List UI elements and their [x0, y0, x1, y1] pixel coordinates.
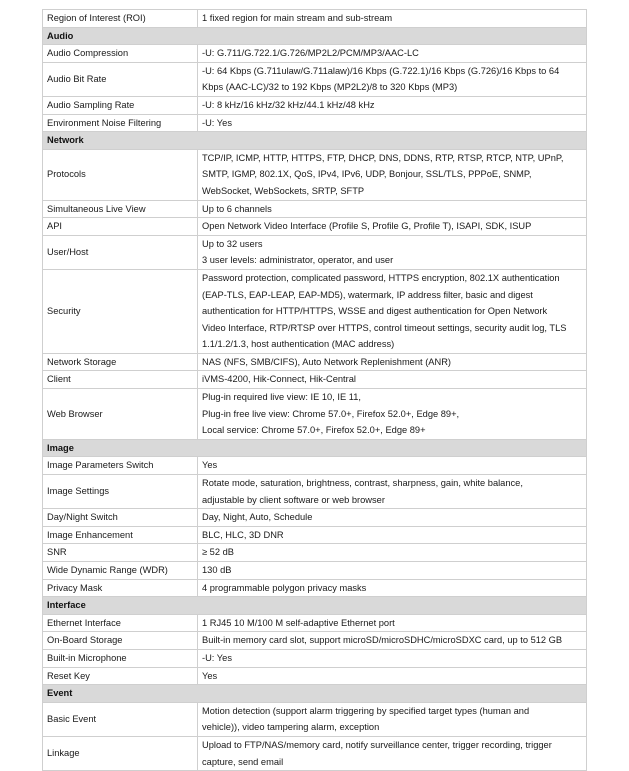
spec-value-line: Up to 32 users: [202, 238, 263, 249]
spec-value: [198, 10, 587, 28]
spec-row: [43, 200, 587, 218]
spec-value: [198, 200, 587, 218]
spec-value-line: authentication for HTTP/HTTPS, WSSE and digest authentication for Open Network: [202, 306, 548, 317]
spec-value: [198, 218, 587, 236]
spec-label: Simultaneous Live View: [43, 200, 198, 218]
spec-label: Client: [43, 371, 198, 389]
spec-value: [198, 736, 587, 770]
spec-row: [43, 579, 587, 597]
spec-row: [43, 235, 587, 269]
spec-label: Web Browser: [43, 389, 198, 440]
spec-label: Day/Night Switch: [43, 509, 198, 527]
spec-label: Reset Key: [43, 667, 198, 685]
spec-value-line: Password protection, complicated password, HTTPS encryption, 802.1X authentication: [202, 272, 560, 283]
spec-value-line: TCP/IP, ICMP, HTTP, HTTPS, FTP, DHCP, DNS, DDNS, RTP, RTSP, RTCP, NTP, UPnP,: [202, 152, 564, 163]
spec-value-line: SMTP, IGMP, 802.1X, QoS, IPv4, IPv6, UDP, Bonjour, SSL/TLS, PPPoE, SNMP,: [202, 169, 532, 180]
spec-label: On-Board Storage: [43, 632, 198, 650]
spec-value-line: Plug-in required live view: IE 10, IE 11,: [202, 392, 361, 403]
spec-table: [42, 9, 587, 771]
spec-label: User/Host: [43, 235, 198, 269]
spec-label: Built-in Microphone: [43, 649, 198, 667]
spec-value-line: Local service: Chrome 57.0+, Firefox 52.0+, Edge 89+: [202, 425, 426, 436]
section-header-row: [43, 685, 587, 703]
spec-value-line: capture, send email: [202, 756, 284, 767]
spec-row: [43, 649, 587, 667]
spec-value-line: iVMS-4200, Hik-Connect, Hik-Central: [202, 374, 356, 385]
spec-value-line: Day, Night, Auto, Schedule: [202, 512, 313, 523]
spec-value-line: (EAP-TLS, EAP-LEAP, EAP-MD5), watermark, IP address filter, basic and digest: [202, 289, 533, 300]
spec-row: [43, 371, 587, 389]
spec-row: [43, 218, 587, 236]
section-title: Interface: [43, 597, 587, 615]
spec-value-line: BLC, HLC, 3D DNR: [202, 529, 284, 540]
spec-label: Audio Sampling Rate: [43, 96, 198, 114]
spec-row: [43, 526, 587, 544]
spec-label: API: [43, 218, 198, 236]
spec-value: [198, 457, 587, 475]
spec-row: [43, 544, 587, 562]
spec-value-line: WebSocket, WebSockets, SRTP, SFTP: [202, 185, 365, 196]
spec-value-line: -U: Yes: [202, 652, 232, 663]
spec-row: [43, 562, 587, 580]
spec-label: Audio Compression: [43, 45, 198, 63]
spec-value-line: NAS (NFS, SMB/CIFS), Auto Network Replenishment (ANR): [202, 356, 452, 367]
spec-value-line: 4 programmable polygon privacy masks: [202, 582, 367, 593]
section-header-row: [43, 439, 587, 457]
spec-value-line: 130 dB: [202, 565, 232, 575]
spec-label: SNR: [43, 544, 198, 562]
spec-value-line: Upload to FTP/NAS/memory card, notify surveillance center, trigger recording, trigger: [202, 739, 552, 750]
spec-label: Audio Bit Rate: [43, 62, 198, 96]
spec-value: [198, 526, 587, 544]
spec-row: [43, 457, 587, 475]
spec-row: [43, 667, 587, 685]
spec-row: [43, 62, 587, 96]
spec-row: [43, 389, 587, 440]
spec-value-line: 1 fixed region for main stream and sub-stream: [202, 13, 393, 23]
spec-label: Environment Noise Filtering: [43, 114, 198, 132]
spec-value-line: 1 RJ45 10 M/100 M self-adaptive Ethernet port: [202, 617, 395, 628]
spec-row: [43, 96, 587, 114]
spec-row: [43, 475, 587, 509]
spec-value: [198, 544, 587, 562]
spec-value: [198, 509, 587, 527]
spec-table-body: [43, 10, 587, 771]
spec-value-line: Kbps (AAC-LC)/32 to 192 Kbps (MP2L2)/8 to 320 Kbps (MP3): [202, 82, 458, 93]
spec-value: [198, 353, 587, 371]
spec-value: [198, 389, 587, 440]
spec-label: Privacy Mask: [43, 579, 198, 597]
spec-row: [43, 149, 587, 200]
spec-row: [43, 269, 587, 353]
spec-row: [43, 736, 587, 770]
spec-value-line: 1.1/1.2/1.3, host authentication (MAC address): [202, 339, 395, 350]
spec-value: [198, 562, 587, 580]
spec-row: [43, 509, 587, 527]
spec-value: [198, 475, 587, 509]
spec-row: [43, 632, 587, 650]
section-header-row: [43, 597, 587, 615]
spec-value-line: Built-in memory card slot, support microSD/microSDHC/microSDXC card, up to 512 GB: [202, 635, 563, 646]
spec-label: Linkage: [43, 736, 198, 770]
spec-value-line: Yes: [202, 670, 218, 681]
spec-row: [43, 702, 587, 736]
spec-value: [198, 667, 587, 685]
spec-row: [43, 614, 587, 632]
spec-value-line: Plug-in free live view: Chrome 57.0+, Firefox 52.0+, Edge 89+,: [202, 408, 460, 419]
spec-label: Region of Interest (ROI): [43, 10, 198, 28]
spec-row: [43, 353, 587, 371]
spec-label: Security: [43, 269, 198, 353]
section-title: Event: [43, 685, 587, 703]
spec-label: Basic Event: [43, 702, 198, 736]
spec-value: [198, 649, 587, 667]
spec-value: [198, 45, 587, 63]
spec-value-line: -U: 64 Kbps (G.711ulaw/G.711alaw)/16 Kbps (G.722.1)/16 Kbps (G.726)/16 Kbps to 64: [202, 65, 560, 76]
section-title: Network: [43, 132, 587, 150]
spec-value: [198, 235, 587, 269]
spec-label: Image Enhancement: [43, 526, 198, 544]
spec-value: [198, 371, 587, 389]
spec-row: [43, 114, 587, 132]
spec-value: [198, 702, 587, 736]
spec-value-line: -U: G.711/G.722.1/G.726/MP2L2/PCM/MP3/AAC-LC: [202, 48, 419, 59]
spec-label: Image Parameters Switch: [43, 457, 198, 475]
spec-value-line: Motion detection (support alarm triggering by specified target types (human and: [202, 705, 530, 716]
spec-label: Network Storage: [43, 353, 198, 371]
spec-value-line: Open Network Video Interface (Profile S, Profile G, Profile T), ISAPI, SDK, ISUP: [202, 221, 532, 232]
spec-label: Wide Dynamic Range (WDR): [43, 562, 198, 580]
spec-value-line: vehicle)), video tampering alarm, exception: [202, 722, 380, 733]
spec-value-line: -U: Yes: [202, 117, 232, 128]
spec-value: [198, 62, 587, 96]
spec-value-line: Rotate mode, saturation, brightness, contrast, sharpness, gain, white balance,: [202, 478, 523, 489]
spec-value-line: Yes: [202, 460, 218, 471]
spec-value: [198, 269, 587, 353]
spec-value: [198, 579, 587, 597]
spec-value: [198, 96, 587, 114]
spec-label: Image Settings: [43, 475, 198, 509]
spec-label: Ethernet Interface: [43, 614, 198, 632]
section-title: Audio: [43, 27, 587, 45]
spec-value-line: -U: 8 kHz/16 kHz/32 kHz/44.1 kHz/48 kHz: [202, 99, 375, 110]
spec-value-line: ≥ 52 dB: [202, 547, 234, 558]
spec-value-line: Video Interface, RTP/RTSP over HTTPS, control timeout settings, security audit log, TLS: [202, 322, 567, 333]
spec-value-line: adjustable by client software or web browser: [202, 494, 385, 505]
spec-row: [43, 45, 587, 63]
section-header-row: [43, 132, 587, 150]
spec-value-line: 3 user levels: administrator, operator, and user: [202, 255, 394, 266]
spec-value: [198, 632, 587, 650]
spec-label: Protocols: [43, 149, 198, 200]
spec-value: [198, 149, 587, 200]
spec-row: [43, 10, 587, 28]
spec-value: [198, 114, 587, 132]
section-header-row: [43, 27, 587, 45]
spec-value-line: Up to 6 channels: [202, 203, 272, 214]
section-title: Image: [43, 439, 587, 457]
spec-value: [198, 614, 587, 632]
